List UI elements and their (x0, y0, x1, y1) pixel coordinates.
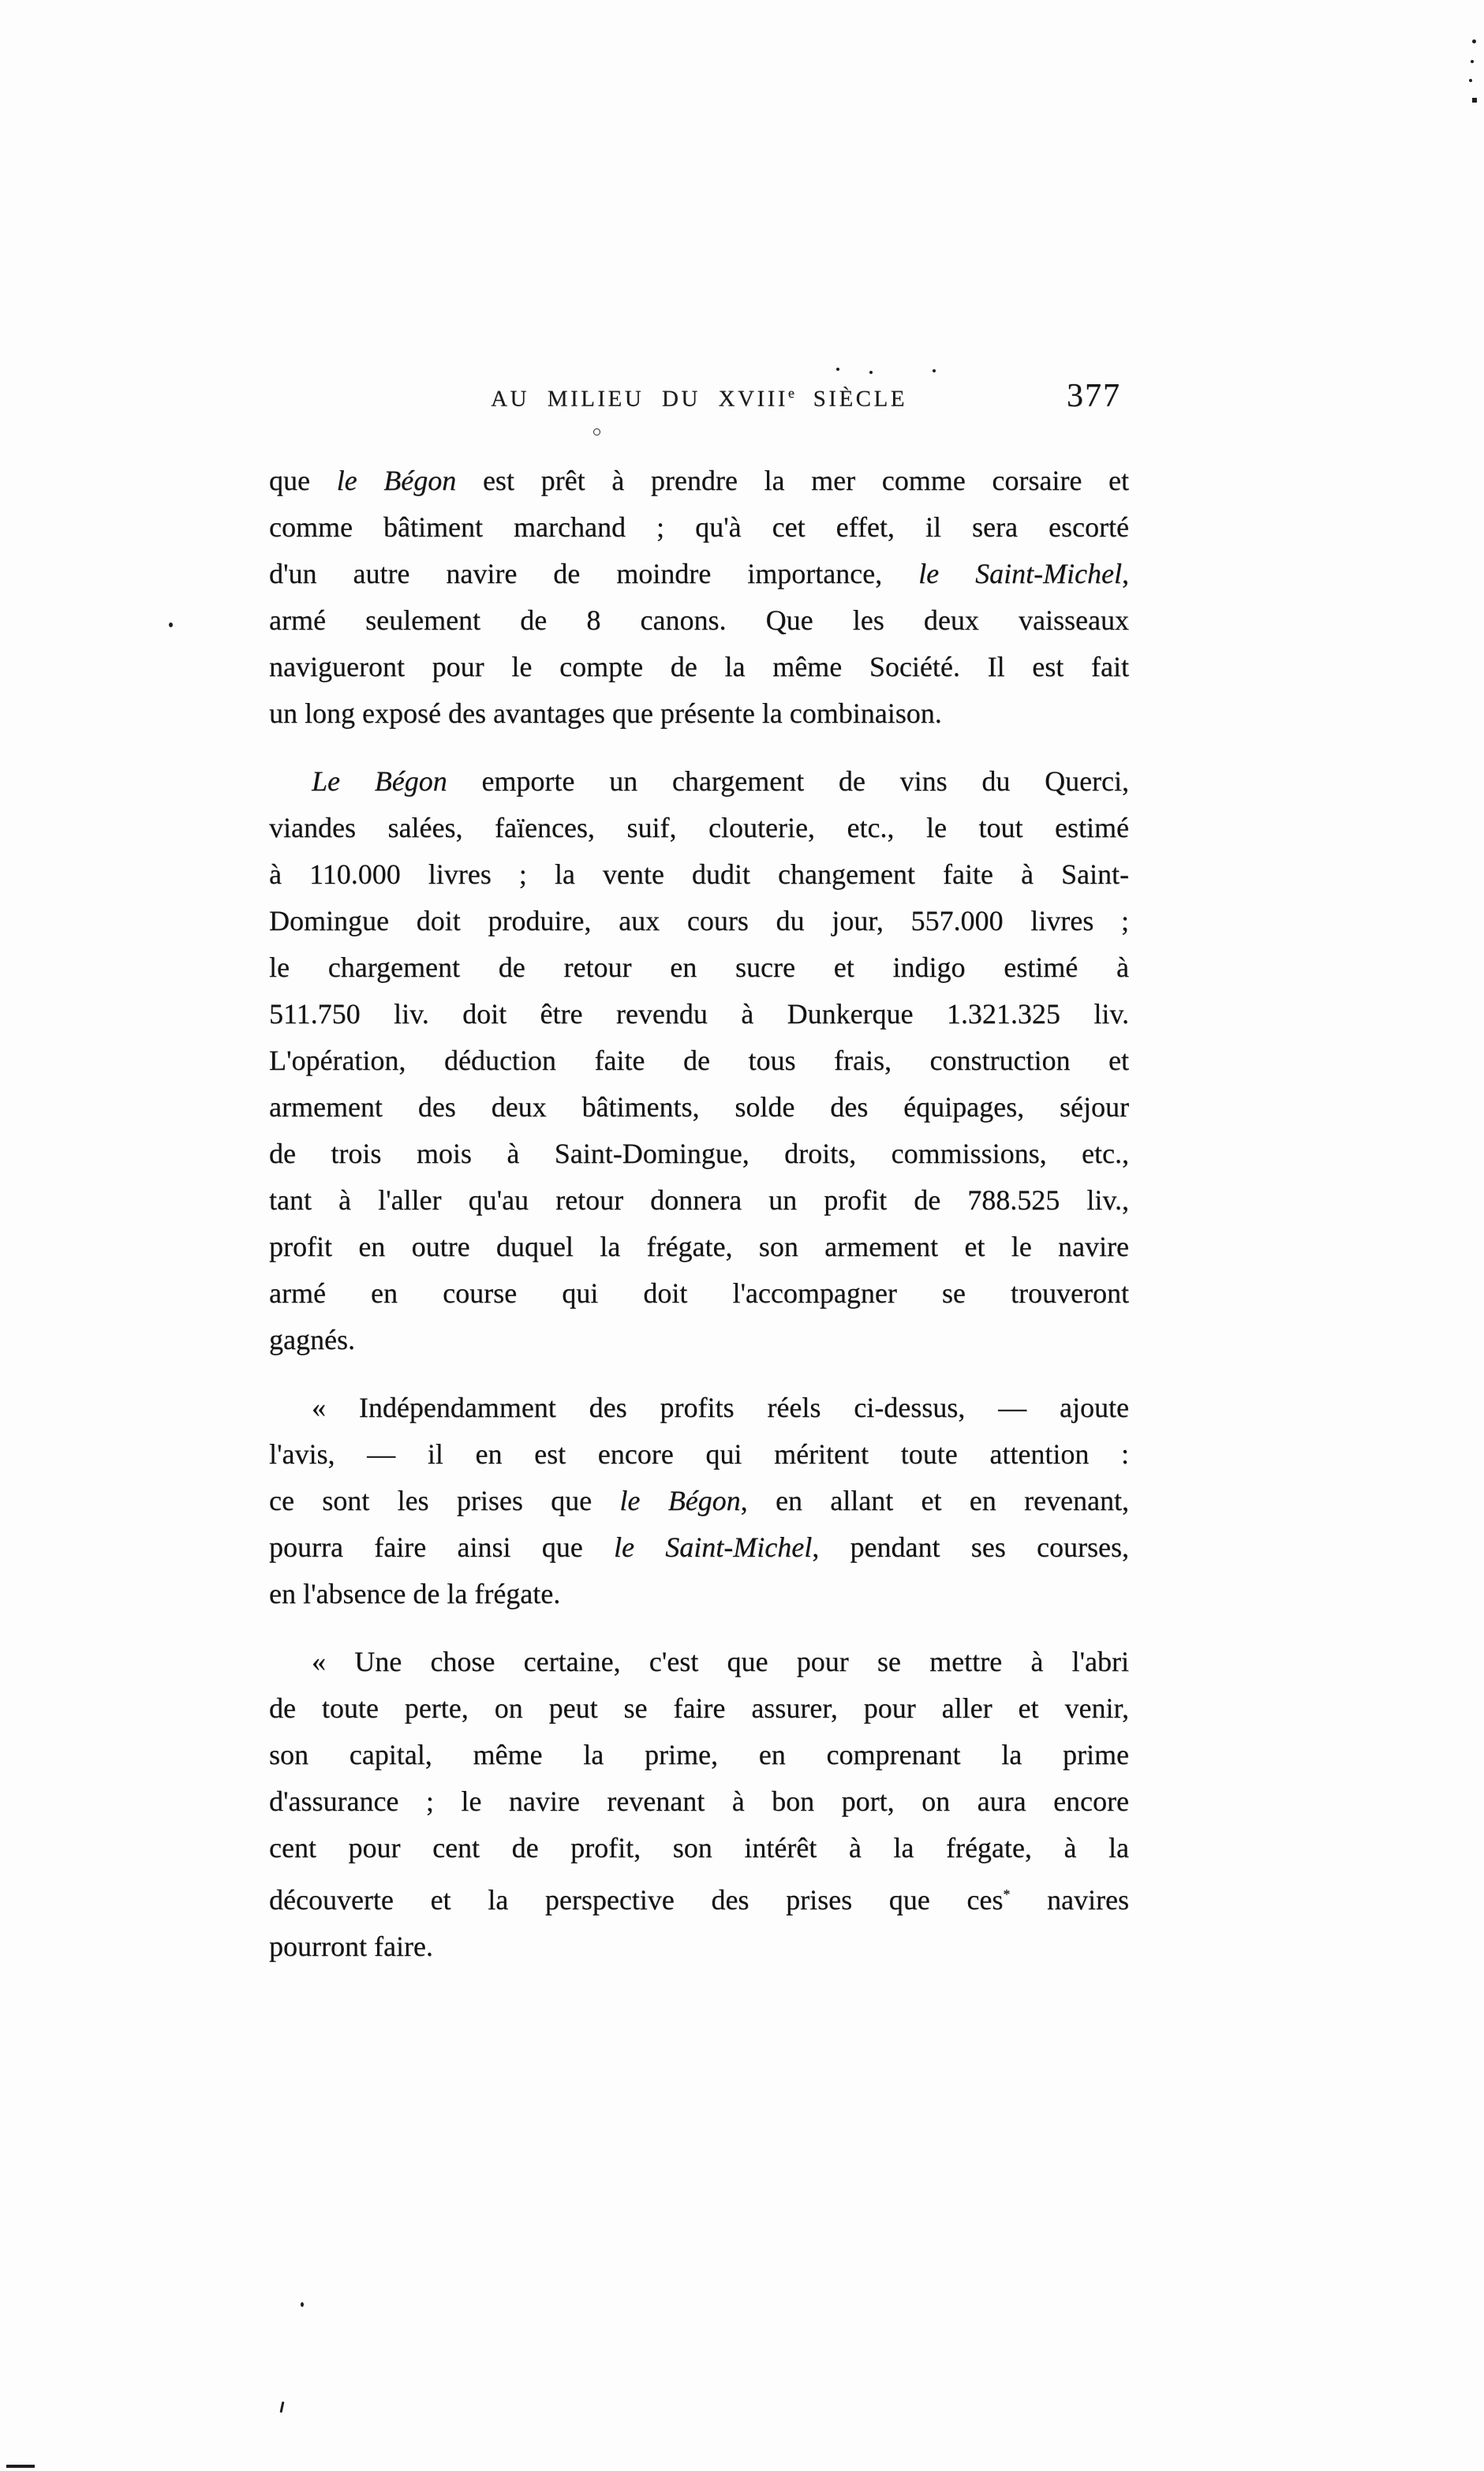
text-segment: à 110.000 livres ; la vente dudit changement faite à Saint- (269, 858, 1129, 890)
text-segment: armé en course qui doit l'accompagner se trouveront (269, 1277, 1129, 1309)
text-segment: que (269, 465, 337, 496)
text-line (269, 898, 1129, 944)
text-line (269, 458, 1129, 504)
scan-speck (280, 2402, 285, 2413)
text-segment: le chargement de retour en sucre et indigo estimé à (269, 951, 1129, 983)
ship-name-italic: le Saint-Michel (918, 558, 1123, 589)
text-line (269, 1478, 1129, 1524)
text-line (269, 991, 1129, 1037)
body-paragraph-2 (269, 758, 1129, 1363)
text-line (269, 644, 1129, 690)
text-column (269, 378, 1130, 1970)
text-line (269, 597, 1129, 644)
text-line (269, 1317, 1129, 1363)
text-line (269, 1685, 1129, 1732)
text-segment: de toute perte, on peut se faire assurer, pour aller et venir, (269, 1692, 1129, 1724)
scan-speck (593, 428, 600, 436)
text-segment: ce sont les prises que (269, 1485, 620, 1516)
text-segment: d'un autre navire de moindre importance, (269, 558, 919, 589)
running-title-suffix: SIÈCLE (794, 386, 907, 412)
text-segment: navigueront pour le compte de la même Société. Il est fait (269, 651, 1129, 682)
text-line (269, 690, 1129, 737)
text-line (269, 1825, 1129, 1871)
text-segment: pourra faire ainsi que (269, 1531, 615, 1563)
scan-speck (1472, 39, 1476, 43)
page-number: 377 (1067, 378, 1121, 414)
text-segment: armement des deux bâtiments, solde des équipages, séjour (269, 1091, 1129, 1123)
running-title-text: AU MILIEU DU XVIII (491, 386, 788, 412)
text-segment: armé seulement de 8 canons. Que les deux vaisseaux (269, 604, 1129, 636)
text-segment: l'avis, — il en est encore qui méritent toute attention : (269, 1438, 1129, 1470)
text-segment: * (1003, 1886, 1011, 1902)
text-segment: , en allant et en revenant, (740, 1485, 1129, 1516)
text-line (269, 1431, 1129, 1478)
text-segment: , pendant ses courses, (812, 1531, 1130, 1563)
text-line (269, 1270, 1129, 1317)
text-line (269, 851, 1129, 898)
text-line (269, 1524, 1129, 1571)
text-line (269, 1037, 1129, 1084)
text-segment: L'opération, déduction faite de tous frais, construction et (269, 1045, 1129, 1076)
text-segment: gagnés. (269, 1324, 355, 1355)
scan-speck (1472, 98, 1477, 103)
text-segment: pourront faire. (269, 1931, 433, 1962)
text-line (269, 944, 1129, 991)
text-segment: emporte un chargement de vins du Querci, (447, 765, 1130, 797)
scan-speck (6, 2465, 35, 2468)
text-segment: d'assurance ; le navire revenant à bon port, on aura encore (269, 1785, 1129, 1817)
text-segment: découverte et la perspective des prises que ces (269, 1884, 1004, 1916)
scan-speck (933, 369, 936, 372)
text-line (269, 504, 1129, 551)
text-segment: profit en outre duquel la frégate, son armement et le navire (269, 1231, 1129, 1262)
text-line (269, 805, 1129, 851)
text-segment: , (1122, 558, 1130, 589)
text-line (269, 1131, 1129, 1177)
text-line (269, 551, 1129, 597)
text-line (269, 1084, 1129, 1131)
ship-name-italic: le Bégon (336, 465, 457, 496)
scan-speck (169, 622, 173, 627)
text-segment: son capital, même la prime, en comprenant la prime (269, 1739, 1129, 1770)
scan-speck (1469, 79, 1472, 82)
text-segment: navires (1010, 1884, 1129, 1916)
text-line (269, 1871, 1129, 1923)
text-line (269, 1224, 1129, 1270)
scan-speck (869, 371, 873, 374)
ship-name-italic: le Bégon (619, 1485, 741, 1516)
text-line (269, 1177, 1129, 1224)
text-segment: de trois mois à Saint-Domingue, droits, commissions, etc., (269, 1138, 1129, 1169)
text-line (269, 1639, 1129, 1685)
text-segment: viandes salées, faïences, suif, clouterie, etc., le tout estimé (269, 812, 1129, 843)
scan-speck (1471, 60, 1474, 63)
body-paragraph-1 (269, 458, 1129, 737)
ship-name-italic: le Saint-Michel (614, 1531, 813, 1563)
text-segment: est prêt à prendre la mer comme corsaire et (456, 465, 1130, 496)
text-segment: cent pour cent de profit, son intérêt à la frégate, à la (269, 1832, 1129, 1864)
text-segment: tant à l'aller qu'au retour donnera un profit de 788.525 liv., (269, 1184, 1129, 1216)
text-segment: « Une chose certaine, c'est que pour se mettre à l'abri (312, 1646, 1129, 1677)
text-segment: 511.750 liv. doit être revendu à Dunkerque 1.321.325 liv. (269, 998, 1129, 1030)
text-line (269, 1385, 1129, 1431)
running-title-superscript: e (787, 385, 795, 401)
text-line (269, 1923, 1129, 1970)
scan-speck (836, 368, 839, 371)
ship-name-italic: Le Bégon (312, 765, 447, 797)
body-text (269, 458, 1129, 1970)
text-line (269, 1571, 1129, 1617)
text-segment: comme bâtiment marchand ; qu'à cet effet, il sera escorté (269, 511, 1129, 543)
text-line (269, 758, 1129, 805)
body-paragraph-4 (269, 1639, 1129, 1970)
text-segment: « Indépendamment des profits réels ci-dessus, — ajoute (312, 1392, 1129, 1423)
page-header (269, 378, 1129, 424)
text-line (269, 1778, 1129, 1825)
scan-speck (301, 2302, 304, 2307)
text-segment: un long exposé des avantages que présente la combinaison. (269, 697, 942, 729)
running-title (269, 385, 1129, 413)
body-paragraph-3 (269, 1385, 1129, 1617)
text-segment: Domingue doit produire, aux cours du jour, 557.000 livres ; (269, 905, 1129, 936)
text-line (269, 1732, 1129, 1778)
text-segment: en l'absence de la frégate. (269, 1578, 561, 1609)
